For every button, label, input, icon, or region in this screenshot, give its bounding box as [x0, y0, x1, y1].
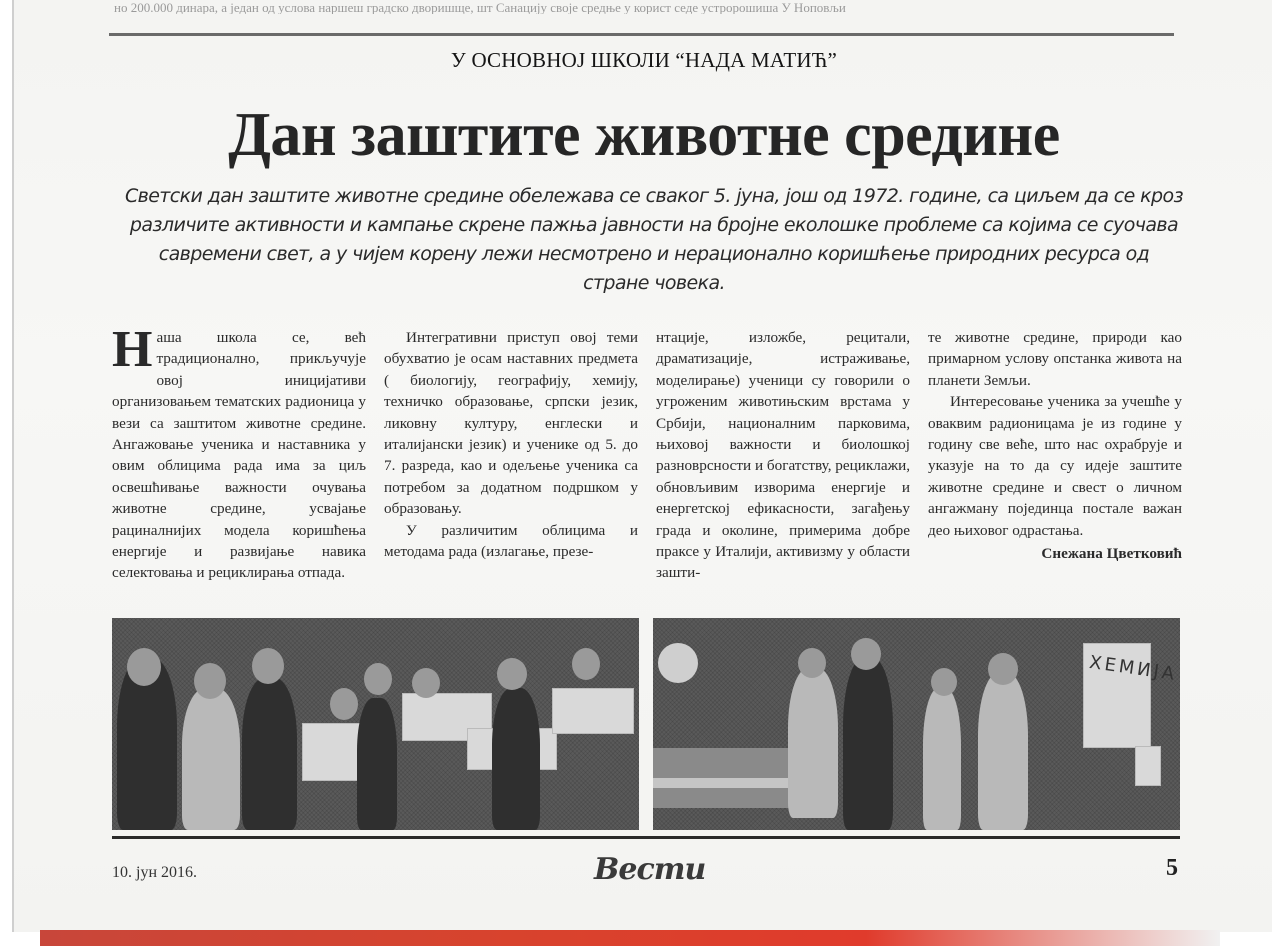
paragraph: Интегративни приступ овој теми обухватио је осам наставних предмета ( биологију, географију, хемију, техничко образовање, српски језик, ликовну културу, енглески и италијански језик) и ученике од 5. до 7. разреда, као и одељење ученика са потребом за додатном подршком у образовању. — [384, 329, 638, 518]
article-body — [112, 321, 1182, 607]
bleed-through-text: но 200.000 динара, а један од услова наршеш градско дворишще, шт Санацију своје средње у корист седе устророшиша У Ноповљи — [114, 0, 846, 14]
background-red-edge — [40, 930, 1220, 946]
issue-date: 10. јун 2016. — [112, 864, 198, 881]
photo-students-exhibition — [653, 618, 1180, 830]
paragraph: Интересовање ученика за учешће у оваквим радионицама је из године у годину све веће, што нас охрабрује и указује на то да су идеје заштите животне средине и свест о личном ангажману појединца постале важан део њиховог одрастања. — [928, 393, 1182, 539]
photo-students-posters — [112, 618, 639, 830]
column-1 — [112, 321, 366, 607]
column-4 — [928, 327, 1182, 607]
photo-row — [112, 618, 1180, 830]
newspaper-page — [12, 0, 1272, 932]
poster-text: ХЕМИЈА — [1087, 651, 1179, 686]
author-byline: Снежана Цветковић — [1041, 545, 1182, 563]
article-lede: Светски дан заштите животне средине обележава се сваког 5. јуна, још од 1972. године, са циљем да се кроз различите активности и кампање скрене пажња јавности на бројне еколошке проблеме са којима се суочава савремени свет, а у чијем корену лежи несмотрено и нерационално коришћење природних ресурса од стране човека. — [124, 185, 1184, 294]
article-headline: Дан заштите животне средине — [228, 101, 1060, 169]
article-kicker: У ОСНОВНОЈ ШКОЛИ “НАДА МАТИЋ” — [450, 48, 838, 72]
column-2 — [384, 327, 638, 607]
bottom-rule — [112, 836, 1180, 839]
paragraph: те животне средине, природи као примарном услову опстанка живота на планети Земљи. — [928, 329, 1182, 389]
column-3 — [656, 327, 910, 607]
paragraph: аша школа се, већ традиционално, прикључује овој иницијативи организовањем тематских радионица у вези са заштитом животне средине. Ангажовање ученика и наставника у овим облицима рада има за циљ освешћивање важности очувања животне средине, усвајање рациналнијих модела коришћења енергије и развијање навика селектовања и рециклирања отпада. — [112, 329, 366, 582]
top-rule — [109, 33, 1174, 36]
drop-cap: Н — [112, 321, 153, 378]
masthead-logo: Вести — [594, 852, 706, 887]
page-number: 5 — [1166, 855, 1178, 881]
paragraph: У различитим облицима и методама рада (излагање, презе- — [384, 521, 638, 561]
paragraph: нтације, изложбе, рецитали, драматизације, истраживање, моделирање) ученици су говорили о угроженим животињским врстама у Србији, националним парковима, њиховој важности и биолошкој разноврсности и богатству, рециклажи, обновљивим изворима енергије и енергетској ефикасности, загађењу града и околине, примерима добре праксе у Италији, активизму у области зашти- — [656, 329, 911, 582]
